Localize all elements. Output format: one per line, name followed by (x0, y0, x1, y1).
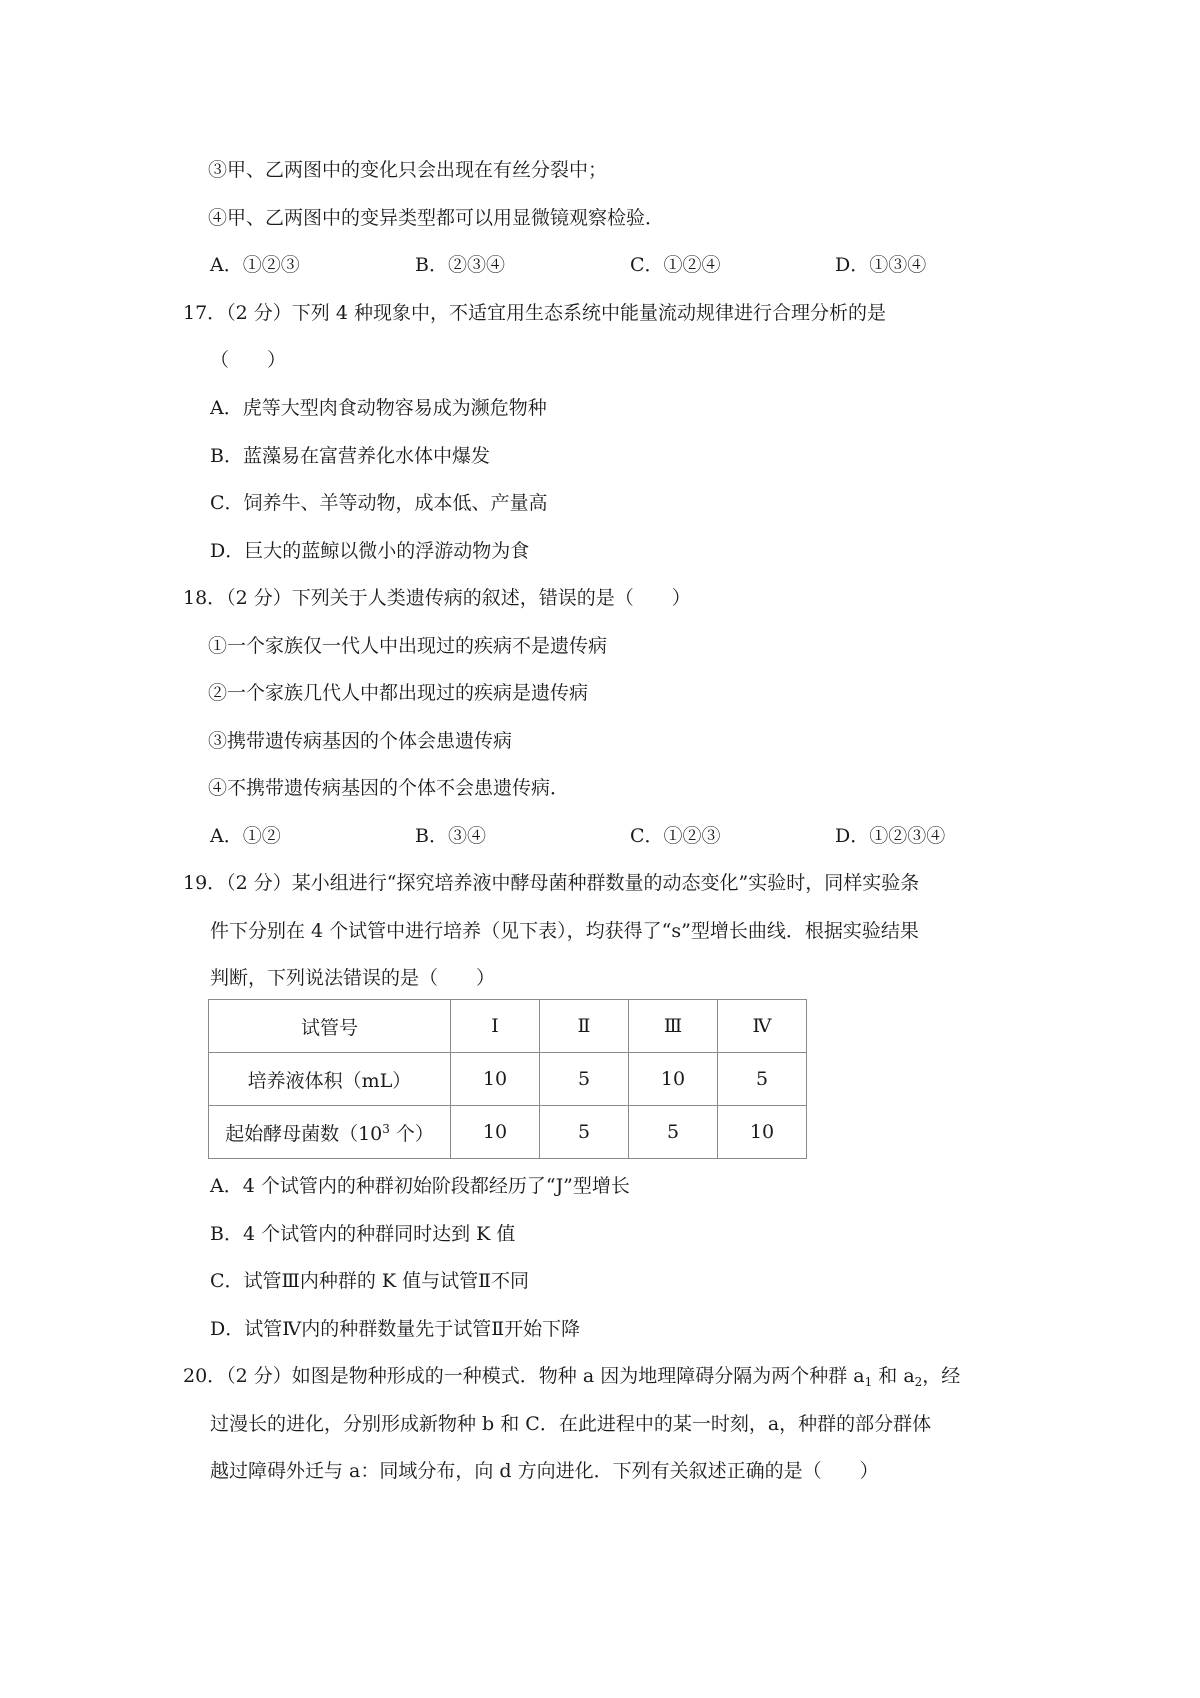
q17-stem: 17．（2 分）下列 4 种现象中，不适宜用生态系统中能量流动规律进行合理分析的是 (183, 302, 886, 324)
experiment-table (208, 999, 807, 1159)
q18-option-a[interactable]: A．①② (210, 825, 281, 847)
q20-stem-line-3: 越过障碍外迁与 a：同域分布，向 d 方向进化．下列有关叙述正确的是（ ） (210, 1460, 879, 1482)
subscript: 2 (914, 1375, 923, 1389)
table-cell: 5 (540, 1106, 629, 1159)
q19-option-d[interactable]: D．试管Ⅳ内的种群数量先于试管Ⅱ开始下降 (210, 1318, 581, 1340)
table-cell: 10 (451, 1053, 540, 1106)
table-cell: 5 (629, 1106, 718, 1159)
q18-statement-1: ①一个家族仅一代人中出现过的疾病不是遗传病 (208, 635, 608, 657)
q18-option-d[interactable]: D．①②③④ (835, 825, 946, 847)
table-header-cell: Ⅱ (540, 1000, 629, 1053)
table-cell: 5 (540, 1053, 629, 1106)
q18-statement-4: ④不携带遗传病基因的个体不会患遗传病． (208, 777, 570, 799)
q18-option-b[interactable]: B．③④ (415, 825, 486, 847)
q19-option-b[interactable]: B．4 个试管内的种群同时达到 K 值 (210, 1223, 516, 1245)
table-row-label (209, 1106, 451, 1159)
q16-option-d[interactable]: D．①③④ (835, 254, 927, 276)
table-cell: 10 (451, 1106, 540, 1159)
q20-stem-line-2: 过漫长的进化，分别形成新物种 b 和 C．在此进程中的某一时刻，a，种群的部分群体 (210, 1413, 932, 1435)
q20-text: ，经 (922, 1365, 961, 1387)
table-row-label: 培养液体积（mL） (209, 1053, 451, 1106)
q20-text: 和 a (872, 1365, 915, 1387)
q18-option-c[interactable]: C．①②③ (630, 825, 721, 847)
q17-option-c[interactable]: C．饲养牛、羊等动物，成本低、产量高 (210, 492, 548, 514)
row-label-text-end: 个） (389, 1122, 434, 1145)
table-header-cell: Ⅲ (629, 1000, 718, 1053)
table-row (209, 1053, 807, 1106)
q19-stem-line-3: 判断，下列说法错误的是（ ） (210, 967, 496, 989)
q18-options (210, 823, 1010, 849)
table-cell: 10 (718, 1106, 807, 1159)
row-label-text: 起始酵母菌数（10 (225, 1122, 383, 1145)
q18-stem: 18．（2 分）下列关于人类遗传病的叙述，错误的是（ ） (183, 587, 691, 609)
q19-option-a[interactable]: A．4 个试管内的种群初始阶段都经历了“J”型增长 (210, 1175, 630, 1197)
q20-text: 20．（2 分）如图是物种形成的一种模式．物种 a 因为地理障碍分隔为两个种群 a (183, 1365, 865, 1387)
table-header-cell: Ⅰ (451, 1000, 540, 1053)
q17-option-a[interactable]: A．虎等大型肉食动物容易成为濒危物种 (210, 397, 547, 419)
q19-stem-line-2: 件下分别在 4 个试管中进行培养（见下表），均获得了“s”型增长曲线．根据实验结果 (210, 920, 919, 942)
table-header-cell: 试管号 (209, 1000, 451, 1053)
q17-answer-paren: （ ） (210, 349, 287, 371)
q17-option-d[interactable]: D．巨大的蓝鲸以微小的浮游动物为食 (210, 540, 530, 562)
q16-options (210, 252, 1010, 278)
q17-option-b[interactable]: B．蓝藻易在富营养化水体中爆发 (210, 445, 490, 467)
q16-option-b[interactable]: B．②③④ (415, 254, 505, 276)
table-header-cell: Ⅳ (718, 1000, 807, 1053)
row-label-exponent: 3 (382, 1121, 390, 1136)
q20-stem-line-1 (183, 1363, 960, 1395)
table-header-row (209, 1000, 807, 1053)
q19-stem-line-1: 19．（2 分）某小组进行“探究培养液中酵母菌种群数量的动态变化”实验时，同样实验条 (183, 872, 920, 894)
q18-statement-2: ②一个家族几代人中都出现过的疾病是遗传病 (208, 682, 589, 704)
q16-statement-3: ③甲、乙两图中的变化只会出现在有丝分裂中； (208, 159, 608, 181)
table-cell: 10 (629, 1053, 718, 1106)
q19-option-c[interactable]: C．试管Ⅲ内种群的 K 值与试管Ⅱ不同 (210, 1270, 530, 1292)
q18-statement-3: ③携带遗传病基因的个体会患遗传病 (208, 730, 513, 752)
q16-statement-4: ④甲、乙两图中的变异类型都可以用显微镜观察检验． (208, 207, 665, 229)
q16-option-c[interactable]: C．①②④ (630, 254, 721, 276)
subscript: 1 (864, 1375, 873, 1389)
table-cell: 5 (718, 1053, 807, 1106)
q16-option-a[interactable]: A．①②③ (210, 254, 300, 276)
table-row (209, 1106, 807, 1159)
